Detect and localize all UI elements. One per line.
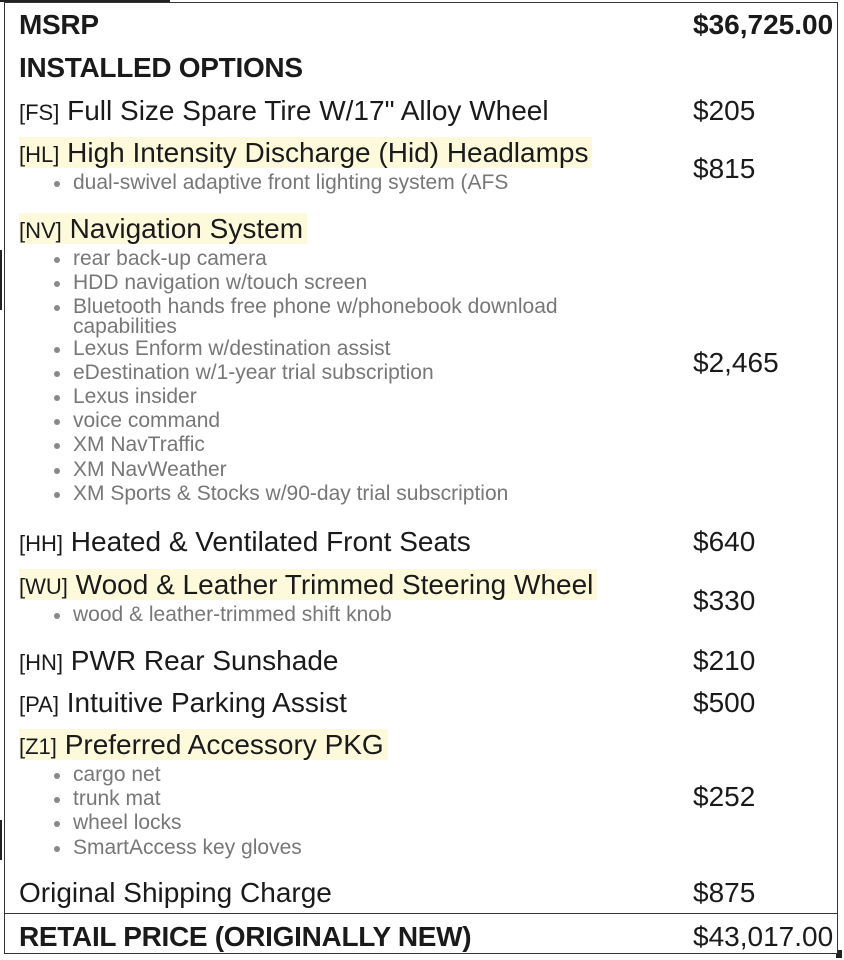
option-title xyxy=(19,569,597,600)
option-title xyxy=(19,687,347,718)
option-code: [WU] xyxy=(19,574,68,599)
option-feature: dual-swivel adaptive front lighting system (AFS xyxy=(73,171,827,195)
option-code: [HN] xyxy=(19,650,63,675)
option-feature: SmartAccess key gloves xyxy=(73,836,827,860)
option-name: High Intensity Discharge (Hid) Headlamps xyxy=(67,137,589,168)
option-row xyxy=(19,645,827,677)
installed-options-heading-row xyxy=(19,52,827,84)
shipping-value: $875 xyxy=(693,877,756,908)
option-feature: trunk mat xyxy=(73,787,827,811)
retail-price-value: $43,017.00 xyxy=(693,921,834,952)
option-feature: Lexus Enform w/destination assist xyxy=(73,337,827,361)
option-title xyxy=(19,137,592,168)
option-name: Navigation System xyxy=(69,213,304,244)
total-divider xyxy=(5,913,837,914)
option-feature: Bluetooth hands free phone w/phonebook download capabilities xyxy=(73,295,643,336)
option-feature: eDestination w/1-year trial subscription xyxy=(73,361,827,385)
retail-price-row xyxy=(19,921,834,953)
retail-price-label: RETAIL PRICE (ORIGINALLY NEW) xyxy=(19,921,472,952)
shipping-label: Original Shipping Charge xyxy=(19,877,332,908)
option-price: $330 xyxy=(693,585,756,616)
option-code: [Z1] xyxy=(19,734,57,759)
option-feature: Lexus insider xyxy=(73,385,827,409)
option-price: $640 xyxy=(693,526,756,557)
option-price: $2,465 xyxy=(693,347,779,378)
option-title xyxy=(19,213,307,244)
option-name: PWR Rear Sunshade xyxy=(70,645,339,676)
option-feature: XM NavTraffic xyxy=(73,433,827,457)
option-feature: rear back-up camera xyxy=(73,247,827,271)
option-code: [FS] xyxy=(19,100,60,125)
option-title xyxy=(19,526,471,557)
option-title xyxy=(19,645,338,676)
msrp-value: $36,725.00 xyxy=(693,9,834,40)
option-price: $815 xyxy=(693,153,756,184)
option-code: [HL] xyxy=(19,142,60,167)
option-code: [PA] xyxy=(19,692,59,717)
option-feature: XM NavWeather xyxy=(73,458,827,482)
option-feature: HDD navigation w/touch screen xyxy=(73,271,827,295)
option-code: [HH] xyxy=(19,531,63,556)
window-sticker xyxy=(4,2,838,954)
option-title xyxy=(19,95,549,126)
option-feature: voice command xyxy=(73,409,827,433)
option-name: Wood & Leather Trimmed Steering Wheel xyxy=(75,569,594,600)
option-name: Full Size Spare Tire W/17" Alloy Wheel xyxy=(67,95,549,126)
option-feature: cargo net xyxy=(73,763,827,787)
background-paper-scrap xyxy=(0,820,2,860)
background-paper-scrap xyxy=(0,250,2,310)
option-row xyxy=(19,526,827,558)
option-name: Preferred Accessory PKG xyxy=(64,729,384,760)
option-name: Intuitive Parking Assist xyxy=(66,687,347,718)
msrp-row xyxy=(19,9,834,41)
option-row xyxy=(19,95,827,127)
option-price: $252 xyxy=(693,781,756,812)
option-title xyxy=(19,729,388,760)
option-row xyxy=(19,137,827,195)
option-row xyxy=(19,569,827,627)
option-feature: XM Sports & Stocks w/90-day trial subscription xyxy=(73,482,827,506)
option-name: Heated & Ventilated Front Seats xyxy=(70,526,471,557)
option-row xyxy=(19,213,827,506)
option-feature: wood & leather-trimmed shift knob xyxy=(73,603,827,627)
option-price: $210 xyxy=(693,645,756,676)
option-price: $500 xyxy=(693,687,756,718)
shipping-row xyxy=(19,877,827,909)
installed-options-heading: INSTALLED OPTIONS xyxy=(19,52,303,83)
option-row xyxy=(19,687,827,719)
msrp-label: MSRP xyxy=(19,9,99,40)
option-row xyxy=(19,729,827,860)
option-feature: wheel locks xyxy=(73,811,827,835)
option-price: $205 xyxy=(693,95,756,126)
option-code: [NV] xyxy=(19,218,62,243)
